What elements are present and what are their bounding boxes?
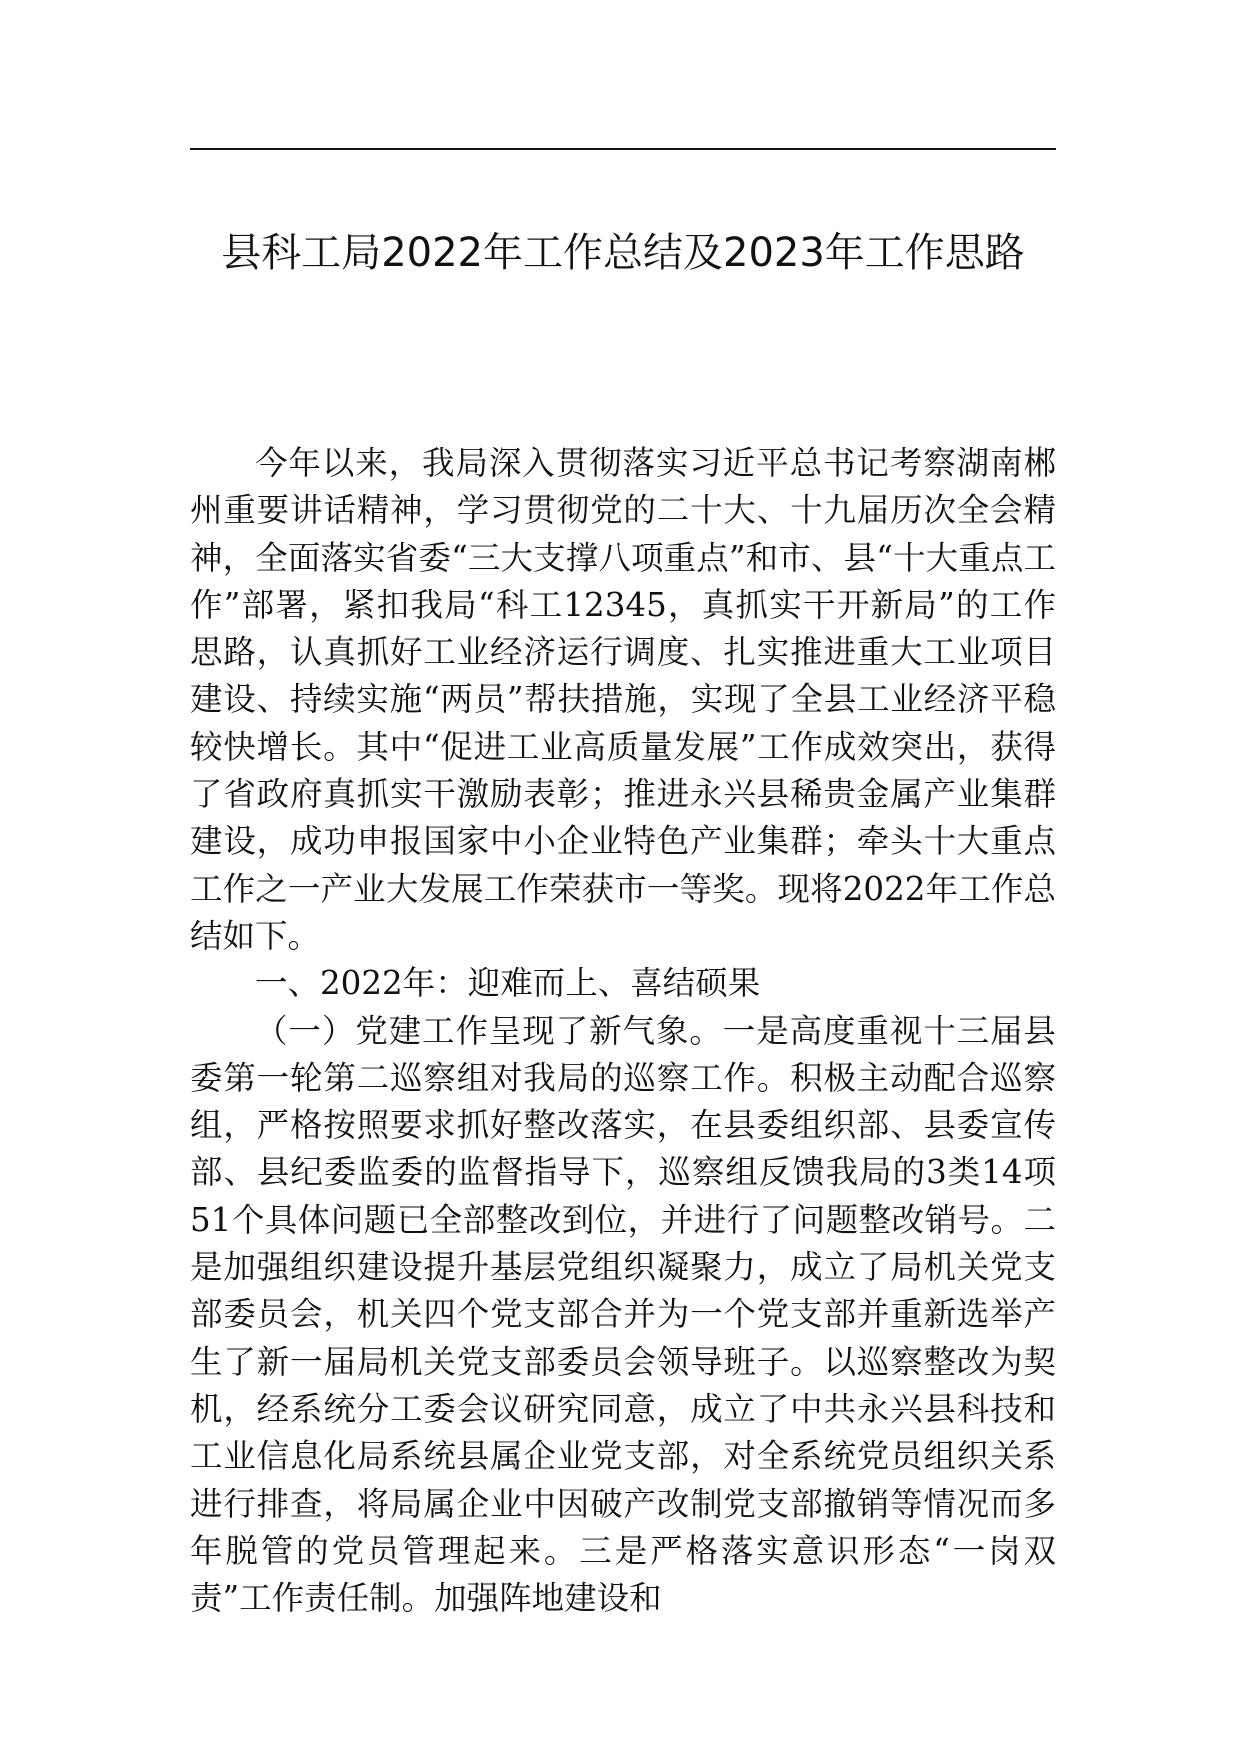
party-building-paragraph: （一）党建工作呈现了新气象。一是高度重视十三届县委第一轮第二巡察组对我局的巡察工作。积极主动配合巡察组，严格按照要求抓好整改落实，在县委组织部、县委宣传部、县纪委监委的监督指导下，巡察组反馈我局的3类14项51个具体问题已全部整改到位，并进行了问题整改销号。二是加强组织建设提升基层党组织凝聚力，成立了局机关党支部委员会，机关四个党支部合并为一个党支部并重新选举产生了新一届局机关党支部委员会领导班子。以巡察整改为契机，经系统分工委会议研究同意，成立了中共永兴县科技和工业信息化局系统县属企业党支部，对全系统党员组织关系进行排查，将局属企业中因破产改制党支部撤销等情况而多年脱管的党员管理起来。三是严格落实意识形态“一岗双责”工作责任制。加强阵地建设和 (190, 1011, 1056, 1618)
document-title: 县科工局2022年工作总结及2023年工作思路 (221, 230, 1025, 276)
intro-paragraph: 今年以来，我局深入贯彻落实习近平总书记考察湖南郴州重要讲话精神，学习贯彻党的二十大、十九届历次全会精神，全面落实省委“三大支撑八项重点”和市、县“十大重点工作”部署，紧扣我局“科工12345，真抓实干开新局”的工作思路，认真抓好工业经济运行调度、扎实推进重大工业项目建设、持续实施“两员”帮扶措施，实现了全县工业经济平稳较快增长。其中“促进工业高质量发展”工作成效突出，获得了省政府真抓实干激励表彰；推进永兴县稀贵金属产业集群建设，成功申报国家中小企业特色产业集群；牵头十大重点工作之一产业大发展工作荣获市一等奖。现将2022年工作总结如下。 (190, 444, 1056, 955)
section-heading: 一、2022年：迎难而上、喜结硕果 (255, 964, 761, 1003)
document-body (190, 440, 1056, 1622)
header-rule (190, 148, 1056, 150)
